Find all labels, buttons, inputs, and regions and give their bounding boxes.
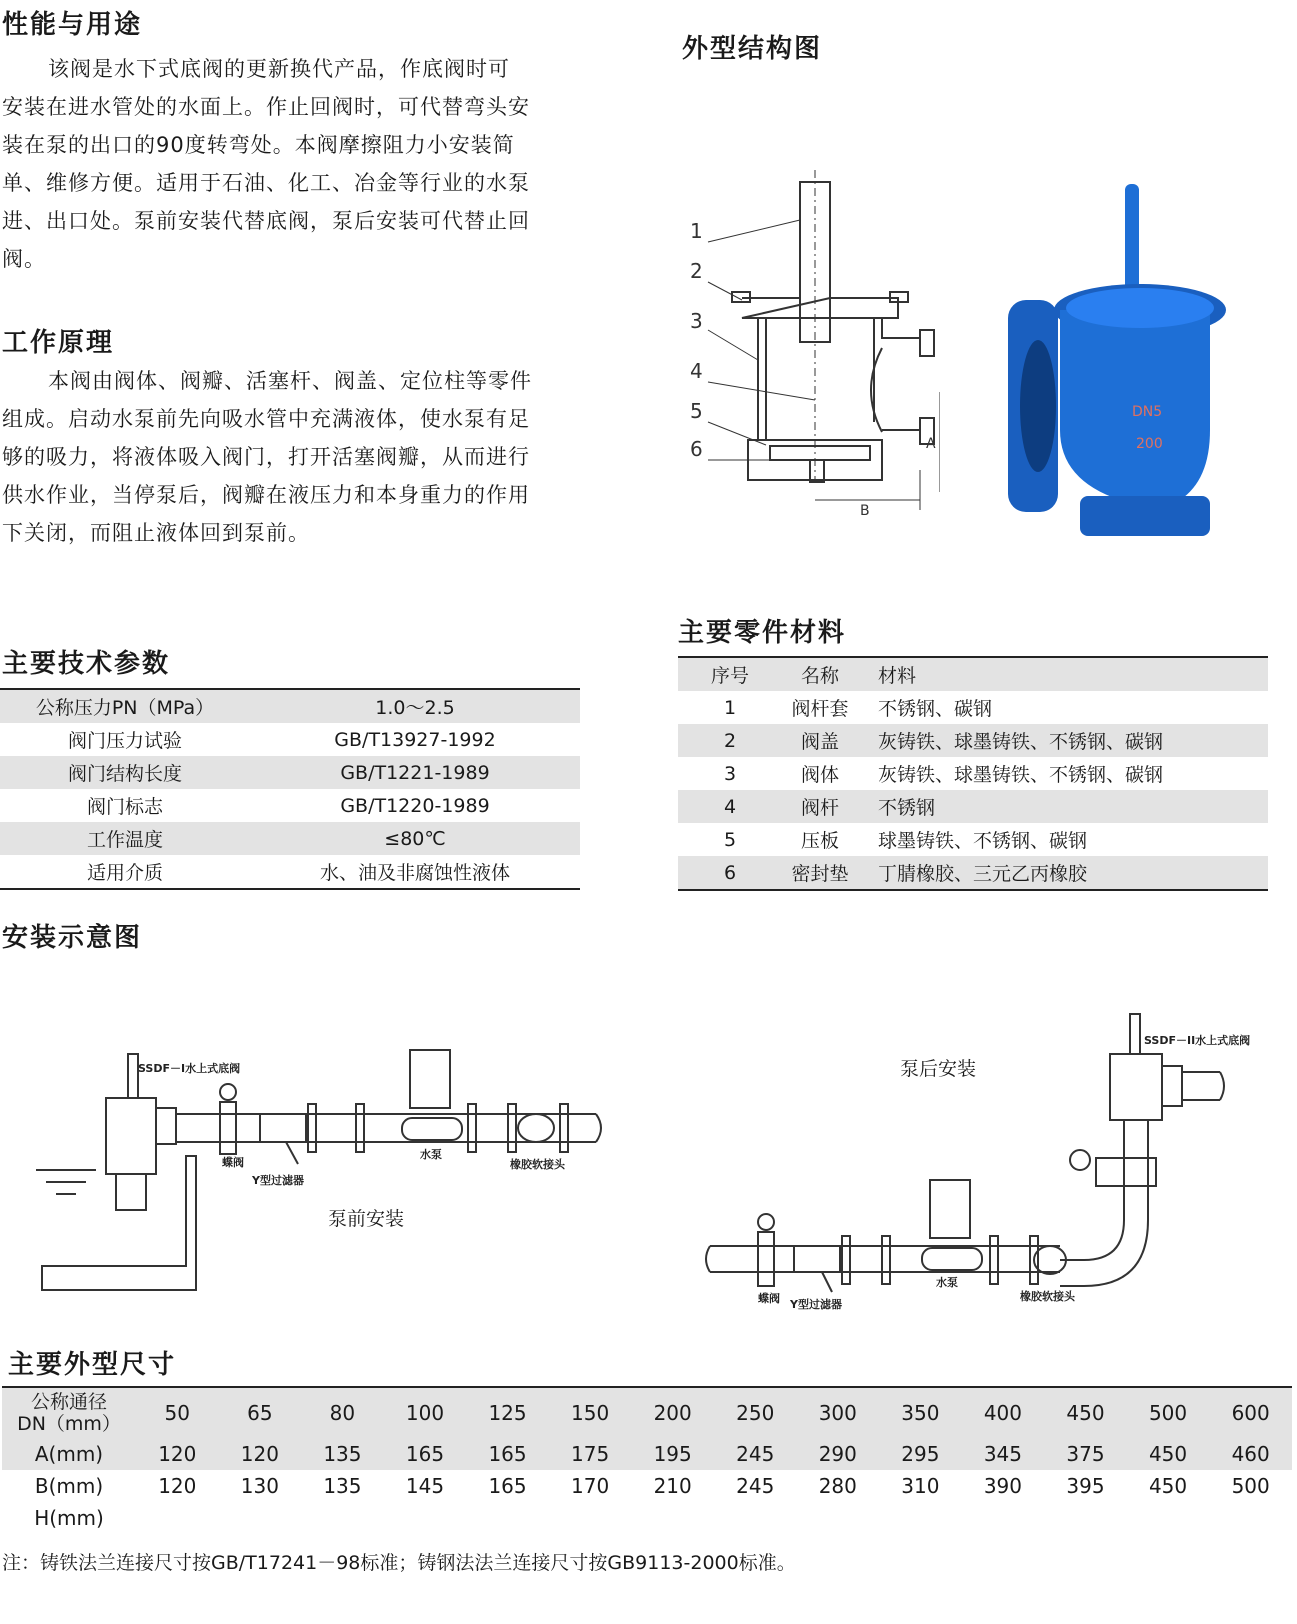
b-value: 135	[323, 1474, 362, 1498]
part-number: 6	[690, 437, 703, 461]
a-value: 290	[797, 1438, 880, 1470]
a-value: 120	[136, 1438, 219, 1470]
valve-mark: DN5	[1132, 404, 1163, 420]
pump-label: 水泵	[420, 1148, 442, 1161]
b-value: 395	[1066, 1474, 1105, 1498]
materials-title: 主要零件材料	[678, 618, 847, 648]
before-caption: 泵前安装	[328, 1208, 405, 1230]
dim-b-label: B	[860, 503, 870, 519]
dn-value: 350	[879, 1387, 962, 1438]
materials-row	[678, 757, 1268, 790]
valve-mark: 200	[1136, 436, 1163, 452]
part-number: 1	[690, 219, 703, 243]
params-value: GB/T13927-1992	[334, 728, 496, 751]
principle-title: 工作原理	[2, 328, 115, 358]
a-value: 120	[219, 1438, 302, 1470]
performance-line: 单、维修方便。适用于石油、化工、冶金等行业的水泵	[2, 171, 530, 195]
a-value: 195	[631, 1438, 714, 1470]
b-value: 450	[1148, 1474, 1188, 1498]
params-title: 主要技术参数	[2, 649, 171, 679]
col-header: 名称	[782, 657, 858, 691]
params-row	[0, 789, 580, 822]
params-label: 工作温度	[0, 822, 250, 855]
mat-material: 不锈钢	[858, 790, 1268, 823]
pump-label: 水泵	[936, 1276, 958, 1289]
a-value: 165	[466, 1438, 549, 1470]
butterfly-label: 蝶阀	[758, 1292, 780, 1305]
mat-name: 密封垫	[782, 856, 858, 890]
mat-material: 不锈钢、碳钢	[878, 698, 993, 720]
params-label: 适用介质	[86, 862, 163, 884]
a-value: 460	[1209, 1438, 1292, 1470]
a-value: 165	[384, 1438, 467, 1470]
dims-row-b	[2, 1470, 1292, 1502]
mat-material: 灰铸铁、球墨铸铁、不锈钢、碳钢	[878, 764, 1164, 786]
dn-value: 125	[466, 1387, 549, 1438]
a-value: 295	[879, 1438, 962, 1470]
performance-line: 阀。	[2, 247, 46, 271]
mat-material: 球墨铸铁、不锈钢、碳钢	[878, 830, 1088, 852]
principle-line: 组成。启动水泵前先向吸水管中充满液体，使水泵有足	[2, 407, 530, 431]
dn-value: 400	[962, 1387, 1045, 1438]
materials-row	[678, 724, 1268, 757]
dn-value: 80	[301, 1387, 384, 1438]
mat-no: 6	[678, 856, 782, 890]
performance-line: 安装在进水管处的水面上。作止回阀时，可代替弯头安	[2, 95, 530, 119]
footer-note: 注：铸铁法兰连接尺寸按GB/T17241－98标准；铸钢法法兰连接尺寸按GB9113-2000标准。	[2, 1552, 796, 1574]
mat-no: 1	[723, 696, 737, 719]
materials-header-row	[678, 657, 1268, 691]
materials-row	[678, 856, 1268, 890]
mat-no: 4	[678, 790, 782, 823]
valve1-label: SSDF－I水上式底阀	[138, 1062, 241, 1075]
b-value: 165	[488, 1474, 527, 1498]
dims-row-dn	[2, 1387, 1292, 1438]
dims-row-a	[2, 1438, 1292, 1470]
a-label: A(mm)	[2, 1438, 136, 1470]
params-label: 阀门压力试验	[67, 730, 182, 752]
params-value: GB/T1220-1989	[340, 794, 490, 817]
performance-line: 进、出口处。泵前安装代替底阀，泵后安装可代替止回	[2, 209, 530, 233]
performance-text	[2, 50, 592, 278]
a-value: 450	[1127, 1438, 1210, 1470]
params-label: 阀门标志	[86, 796, 163, 818]
mat-no: 5	[723, 828, 737, 851]
dn-value: 100	[384, 1387, 467, 1438]
dn-label-1: 公称通径	[30, 1391, 107, 1413]
dn-value: 600	[1209, 1387, 1292, 1438]
dn-value: 65	[219, 1387, 302, 1438]
principle-line: 供水作业，当停泵后，阀瓣在液压力和本身重力的作用	[2, 483, 530, 507]
y-filter-label: Y型过滤器	[790, 1298, 842, 1310]
params-value: GB/T1221-1989	[250, 756, 580, 789]
col-header: 材料	[858, 657, 1268, 691]
a-value: 175	[549, 1438, 632, 1470]
b-value: 310	[901, 1474, 940, 1498]
mat-no: 3	[723, 762, 737, 785]
b-value: 245	[736, 1474, 775, 1498]
principle-line: 本阀由阀体、阀瓣、活塞杆、阀盖、定位柱等零件	[48, 369, 532, 393]
mat-material: 灰铸铁、球墨铸铁、不锈钢、碳钢	[858, 724, 1268, 757]
structure-title: 外型结构图	[682, 34, 823, 64]
a-value: 135	[301, 1438, 384, 1470]
params-label: 公称压力PN（MPa）	[0, 689, 250, 723]
b-value: 280	[818, 1474, 857, 1498]
dims-title: 主要外型尺寸	[8, 1350, 177, 1380]
principle-line: 下关闭，而阻止液体回到泵前。	[2, 521, 310, 545]
dims-row-h	[2, 1502, 1292, 1534]
after-caption: 泵后安装	[900, 1058, 977, 1080]
dims-table	[2, 1386, 1292, 1534]
materials-row	[678, 823, 1268, 856]
part-number: 4	[690, 359, 703, 383]
structure-drawing	[670, 170, 940, 530]
b-value: 500	[1231, 1474, 1270, 1498]
mat-no: 2	[678, 724, 782, 757]
params-label: 阀门结构长度	[0, 756, 250, 789]
part-number: 3	[690, 309, 703, 333]
params-row	[0, 822, 580, 855]
dn-label-cell	[2, 1387, 136, 1438]
mat-name: 压板	[800, 830, 839, 852]
valve2-label: SSDF－II水上式底阀	[1144, 1034, 1251, 1047]
rubber-joint-label: 橡胶软接头	[510, 1158, 565, 1171]
mat-name: 阀杆	[782, 790, 858, 823]
b-label: B(mm)	[34, 1474, 104, 1498]
params-row	[0, 756, 580, 789]
principle-text	[2, 362, 592, 552]
b-value: 390	[983, 1474, 1022, 1498]
b-value: 210	[653, 1474, 692, 1498]
a-value: 375	[1044, 1438, 1127, 1470]
rubber-joint-label: 橡胶软接头	[1020, 1290, 1075, 1303]
dim-a-label: A	[926, 436, 936, 452]
valve-photo	[1000, 180, 1240, 550]
dn-value: 150	[549, 1387, 632, 1438]
dn-value: 50	[136, 1387, 219, 1438]
install-after-diagram	[700, 1010, 1260, 1310]
dn-value: 450	[1044, 1387, 1127, 1438]
params-row	[0, 723, 580, 756]
performance-title: 性能与用途	[2, 10, 143, 40]
mat-name: 阀盖	[782, 724, 858, 757]
part-number: 5	[690, 399, 703, 423]
params-row	[0, 855, 580, 889]
params-row	[0, 689, 580, 723]
y-filter-label: Y型过滤器	[252, 1174, 304, 1187]
dn-value: 500	[1127, 1387, 1210, 1438]
butterfly-label: 蝶阀	[222, 1156, 244, 1169]
materials-row	[678, 790, 1268, 823]
performance-line: 该阀是水下式底阀的更新换代产品，作底阀时可	[48, 57, 510, 81]
a-value: 345	[962, 1438, 1045, 1470]
a-value: 245	[714, 1438, 797, 1470]
b-value: 120	[158, 1474, 197, 1498]
b-value: 170	[571, 1474, 610, 1498]
mat-name: 阀体	[800, 764, 839, 786]
install-before-diagram	[36, 1040, 616, 1300]
dn-value: 250	[714, 1387, 797, 1438]
params-value: 水、油及非腐蚀性液体	[319, 862, 510, 884]
h-label: H(mm)	[34, 1506, 104, 1530]
mat-name: 阀杆套	[791, 698, 849, 720]
mat-material: 丁腈橡胶、三元乙丙橡胶	[858, 856, 1268, 890]
dn-value: 200	[631, 1387, 714, 1438]
performance-line: 装在泵的出口的90度转弯处。本阀摩擦阻力小安装简	[2, 133, 515, 157]
b-value: 130	[240, 1474, 279, 1498]
install-title: 安装示意图	[2, 923, 143, 953]
dn-value: 300	[797, 1387, 880, 1438]
col-header: 序号	[678, 657, 782, 691]
b-value: 145	[405, 1474, 445, 1498]
params-value: 1.0～2.5	[250, 689, 580, 723]
dn-label-2: DN（mm）	[17, 1413, 121, 1435]
part-number: 2	[690, 259, 703, 283]
params-value: ≤80℃	[250, 822, 580, 855]
materials-row	[678, 691, 1268, 724]
principle-line: 够的吸力，将液体吸入阀门，打开活塞阀瓣，从而进行	[2, 445, 530, 469]
params-table	[0, 688, 580, 890]
materials-table	[678, 656, 1268, 891]
